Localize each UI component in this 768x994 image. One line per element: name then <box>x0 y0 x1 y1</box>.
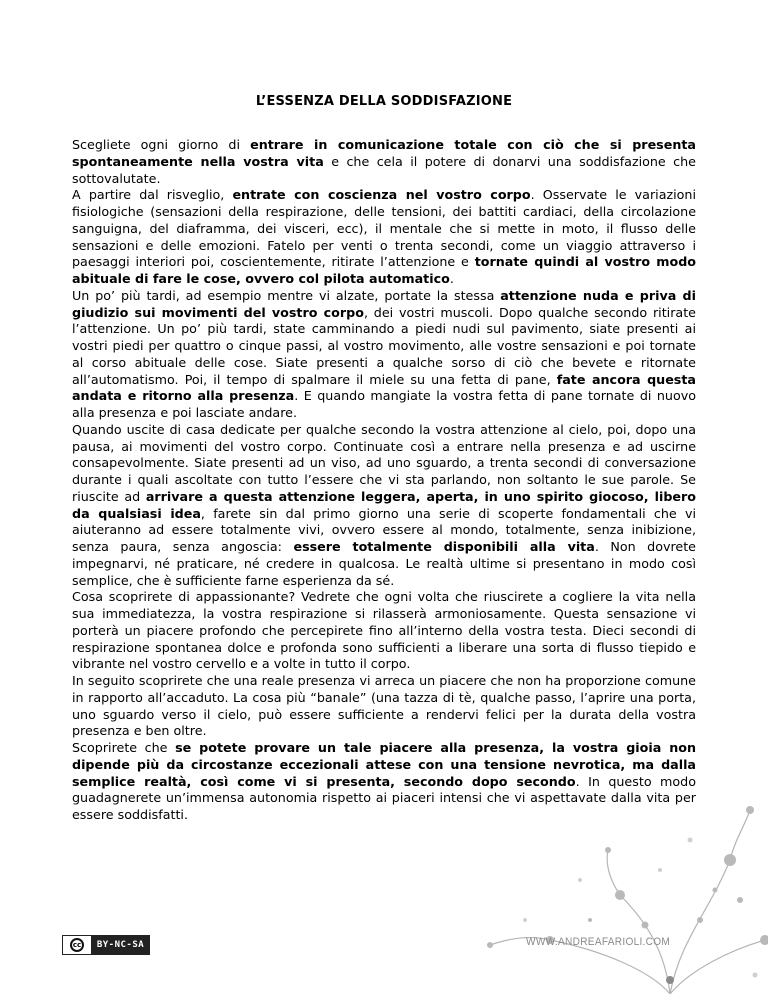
text-run: Quando uscite di casa dedicate per qualche secondo la vostra attenzione al cielo, poi, dopo una pausa, ai movimenti del vostro corpo. Continuate così a entrare nella presenza e ad uscirne consapevolmente. Siate presenti ad un viso, ad uno sguardo, a trenta secondi di conversazione durante i quali ascoltate con tutto l’essere che vi sta parlando, non soltanto le sue parole. Se riuscite ad <box>72 421 696 504</box>
paragraph <box>72 288 696 422</box>
paragraph <box>72 422 696 590</box>
bold-text: se potete provare un tale piacere alla presenza, la vostra gioia non dipende più da circostanze eccezionali attese con una tensione nevrotica, ma dalla semplice realtà, così come vi si presenta, secondo dopo secondo <box>72 740 697 789</box>
cc-license-badge[interactable] <box>62 935 150 955</box>
text-run: . E quando mangiate la vostra fetta di pane tornate di nuovo alla presenza e poi lasciate andare. <box>72 388 696 420</box>
bold-text: attenzione nuda e priva di giudizio sui movimenti del vostro corpo <box>72 287 696 320</box>
paragraph <box>72 187 696 288</box>
bold-text: entrate con coscienza nel vostro corpo <box>232 187 531 203</box>
license-label: BY-NC-SA <box>92 936 149 954</box>
paragraph <box>72 673 696 740</box>
text-run: . Non dovrete impegnarvi, né praticare, né credere in qualcosa. Le realtà ultime si presentano in modo così semplice, che è sufficiente farne esperienza da sé. <box>72 539 696 588</box>
paragraph <box>72 589 696 673</box>
text-run: Cosa scoprirete di appassionante? Vedrete che ogni volta che riuscirete a cogliere la vita nella sua immediatezza, la vostra respirazione si rilasserà armoniosamente. Questa sensazione vi porterà un piacere profondo che percepirete fino all’interno della vostra testa. Dieci secondi di respirazione spontanea dolce e profonda sono sufficienti a liberare una sorta di flusso tiepido e vibrante nel vostro cervello e a volte in tutto il corpo. <box>72 589 696 672</box>
text-run: Scegliete ogni giorno di <box>72 137 251 152</box>
text-run: . In questo modo guadagnerete un’immensa autonomia rispetto ai piaceri intensi che vi aspettavate dalla vita per essere soddisfatti. <box>72 773 696 822</box>
bold-text: essere totalmente disponibili alla vita <box>293 539 595 554</box>
text-run: , dei vostri muscoli. Dopo qualche secondo ritirate l’attenzione. Un po’ più tardi, state camminando a piedi nudi sul pavimento, siate presenti ai vostri piedi per quattro o cinque passi, al vostro movimento, alle vostre sensazioni e poi tornate al corso abituale delle cose. Siate presenti a qualche sorso di ciò che bevete e ritornate all’automatismo. Poi, il tempo di spalmare il miele su una fetta di pane, <box>72 304 696 387</box>
text-run: , farete sin dal primo giorno una serie di scoperte fondamentali che vi aiuteranno ad essere totalmente vivi, ovvero essere al mondo, totalmente, senza inibizione, senza paura, senza angoscia: <box>72 505 696 554</box>
text-run: . Osservate le variazioni fisiologiche (sensazioni della respirazione, delle tensioni, dei battiti cardiaci, della circolazione sanguigna, del diaframma, dei visceri, ecc), il mentale che si mette in moto, il flusso delle sensazioni e delle emozioni. Fatelo per venti o trenta secondi, come un viaggio attraverso i paesaggi interiori poi, coscientemente, ritirate l’attenzione e <box>72 187 696 270</box>
bold-text: entrare in comunicazione totale con ciò che si presenta spontaneamente nella vostra vita <box>72 137 696 169</box>
bold-text: tornate quindi al vostro modo abituale di fare le cose, ovvero col pilota automatico <box>72 254 697 286</box>
text-run: . <box>449 271 454 286</box>
paragraph <box>72 137 696 187</box>
cc-icon: cc <box>70 938 84 952</box>
document-body <box>72 137 696 824</box>
text-run: In seguito scoprirete che una reale presenza vi arreca un piacere che non ha proporzione comune in rapporto all’accaduto. La cosa più “banale” (una tazza di tè, qualche passo, l’aprire una porta, uno sguardo verso il cielo, può essere sufficiente a rendervi felici per la durata della vostra presenza e ben oltre. <box>72 673 696 739</box>
text-run: e che cela il potere di donarvi una soddisfazione che sottovalutate. <box>72 153 696 186</box>
bold-text: arrivare a questa attenzione leggera, aperta, in uno spirito giocoso, libero da qualsiasi idea <box>72 488 697 521</box>
bold-text: fate ancora questa andata e ritorno alla presenza <box>72 371 696 404</box>
website-url[interactable]: WWW.ANDREAFARIOLI.COM <box>526 936 671 948</box>
floral-decoration <box>430 800 768 994</box>
text-run: Scoprirete che <box>72 740 176 755</box>
text-run: A partire dal risveglio, <box>72 187 233 203</box>
document-title: L’ESSENZA DELLA SODDISFAZIONE <box>255 94 513 109</box>
text-run: Un po’ più tardi, ad esempio mentre vi alzate, portate la stessa <box>72 287 501 303</box>
